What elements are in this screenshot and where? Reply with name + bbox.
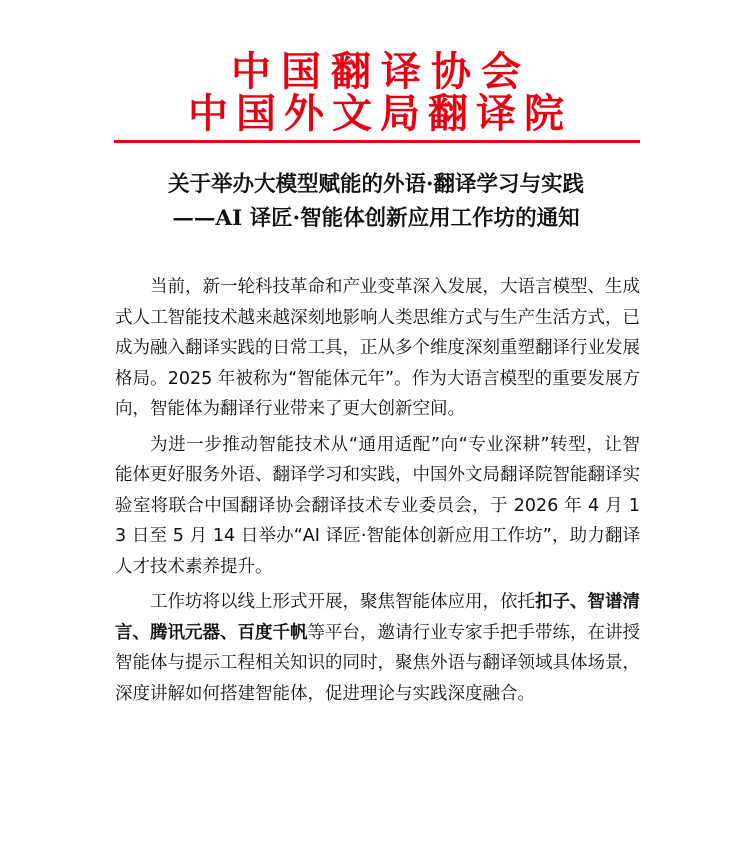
paragraph-background: 当前，新一轮科技革命和产业变革深入发展，大语言模型、生成式人工智能技术越来越深刻地影响人类思维方式与生产生活方式，已成为融入翻译实践的日常工具，正从多个维度深刻重塑翻译行业发展格局。2025 年被称为“智能体元年”。作为大语言模型的重要发展方向，智能体为翻译行业带来了更大创新空间。 — [115, 277, 640, 419]
org-name-translators-association: 中国翻译协会 — [231, 48, 531, 95]
paragraph-format — [115, 587, 640, 709]
platform-kouzi: 扣子 — [535, 592, 570, 612]
paragraph-format-intro: 工作坊将以线上形式开展，聚焦智能体应用，依托 — [150, 592, 535, 612]
notice-title-line-2: ——AI 译匠·智能体创新应用工作坊的通知 — [172, 206, 580, 231]
platform-separator: 、 — [220, 622, 238, 643]
platform-tencent-yuanqi: 腾讯元器 — [150, 622, 220, 643]
platform-zhipu-qingyan: 智谱清言 — [115, 592, 640, 643]
red-divider-line — [114, 140, 640, 143]
notice-title-line-1: 关于举办大模型赋能的外语·翻译学习与实践 — [168, 172, 584, 197]
notice-body — [115, 272, 640, 714]
platform-baidu-qianfan: 百度千帆 — [237, 622, 308, 643]
platform-separator: 、 — [570, 592, 588, 612]
org-name-translation-academy: 中国外文局翻译院 — [188, 90, 572, 137]
paragraph-format-rest: 等平台，邀请行业专家手把手带练，在讲授智能体与提示工程相关知识的同时，聚焦外语与翻译领域具体场景，深度讲解如何搭建智能体，促进理论与实践深度融合。 — [115, 622, 640, 704]
paragraph-purpose: 为进一步推动智能技术从“通用适配”向“专业深耕”转型，让智能体更好服务外语、翻译学习和实践，中国外文局翻译院智能翻译实验室将联合中国翻译协会翻译技术专业委员会，于 2026 年 4 月 13 日至 5 月 14 日举办“AI 译匠·智能体创新应用工作坊”，助力翻译人才技术素养提升。 — [115, 434, 640, 577]
platform-separator: 、 — [132, 622, 150, 643]
